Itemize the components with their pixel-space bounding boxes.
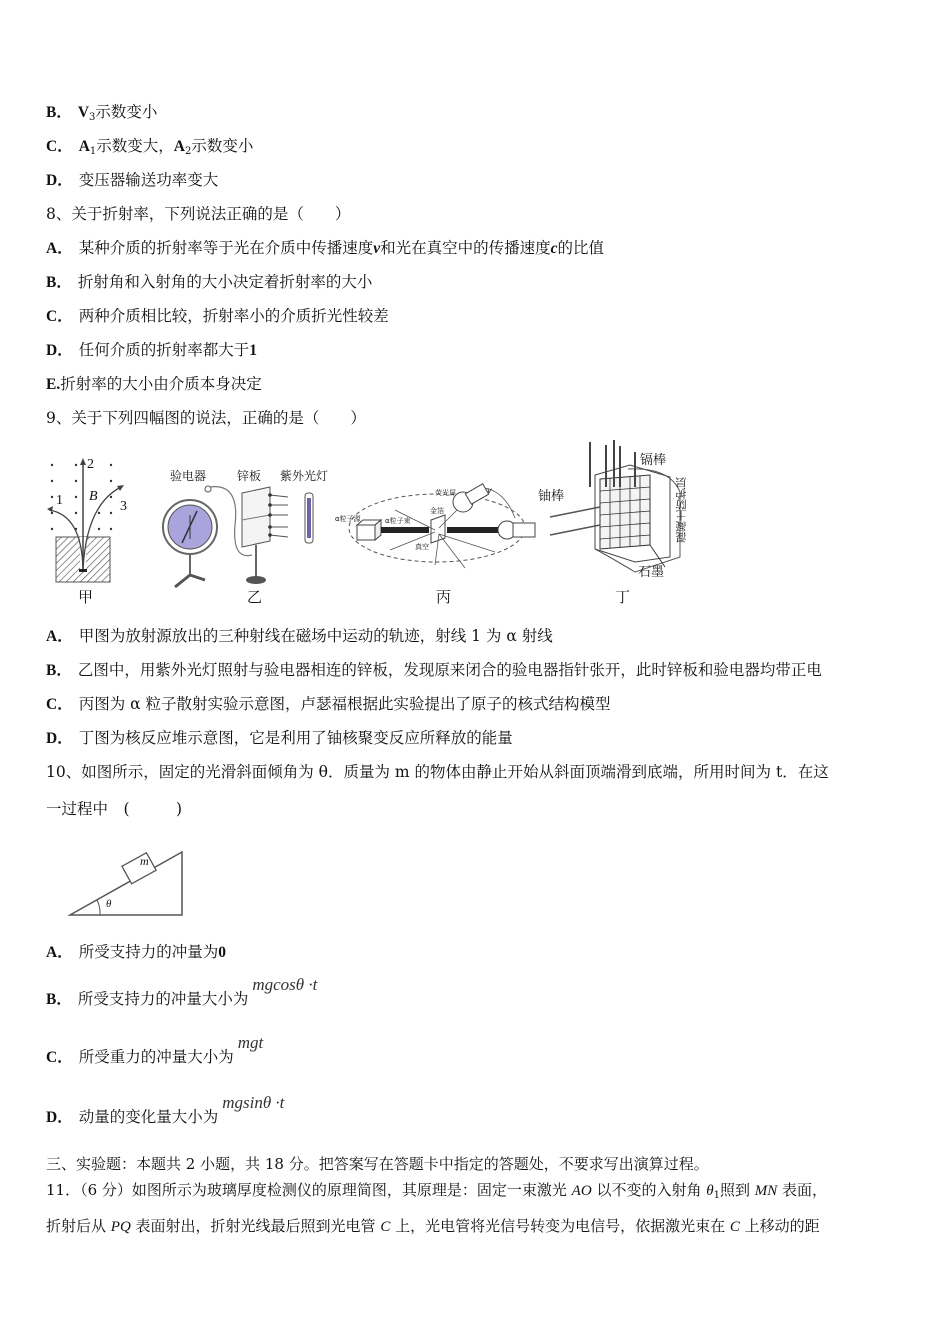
alpha-scattering-diagram bbox=[335, 470, 540, 580]
option-letter: D． bbox=[46, 172, 73, 189]
q8-option-c: C． 两种介质相比较，折射率小的介质折光性较差 bbox=[46, 307, 389, 325]
q7-option-c: C． $A_1$示数变大，$A_2$示数变小 bbox=[46, 137, 254, 157]
q9-option-a: A． 甲图为放射源放出的三种射线在磁场中运动的轨迹，射线 1 为 α 射线 bbox=[46, 627, 553, 645]
q9-option-d: D． 丁图为核反应堆示意图，它是利用了铀核聚变反应所释放的能量 bbox=[46, 729, 513, 747]
electroscope-diagram bbox=[160, 465, 335, 590]
q10-option-d: D． 动量的变化量大小为mgsinθ ·t bbox=[46, 1093, 285, 1126]
figure-caption-yi: 乙 bbox=[247, 588, 263, 606]
incline-figure: m θ bbox=[60, 840, 190, 920]
q9-option-c: C． 丙图为 α 粒子散射实验示意图，卢瑟福根据此实验提出了原子的核式结构模型 bbox=[46, 695, 611, 713]
q8-option-d: D． 任何介质的折射率都大于1 bbox=[46, 341, 257, 359]
q9-option-b: B． 乙图中，用紫外光灯照射与验电器相连的锌板，发现原来闭合的验电器指针张开，此时锌板和验电器均带正电 bbox=[46, 661, 822, 679]
option-letter: C． bbox=[46, 138, 73, 155]
nuclear-reactor-diagram bbox=[540, 437, 690, 587]
q10-option-b: B． 所受支持力的冲量大小为mgcosθ ·t bbox=[46, 975, 318, 1008]
incline-diagram bbox=[60, 840, 190, 920]
radiation-tracks-diagram bbox=[44, 455, 139, 605]
q10-stem-line1: 10、如图所示，固定的光滑斜面倾角为 θ．质量为 m 的物体由静止开始从斜面顶端滑到底端，所用时间为 t．在这 bbox=[46, 763, 829, 781]
q8-stem: 8、关于折射率，下列说法正确的是（ ） bbox=[46, 205, 351, 223]
q8-option-e: E.折射率的大小由介质本身决定 bbox=[46, 375, 262, 393]
q8-option-a: A． 某种介质的折射率等于光在介质中传播速度v和光在真空中的传播速度c的比值 bbox=[46, 239, 605, 257]
q9-stem: 9、关于下列四幅图的说法，正确的是（ ） bbox=[46, 409, 366, 427]
q10-stem-line2: 一过程中 ( ) bbox=[46, 800, 183, 818]
q11-line2: 折射后从 PQ 表面射出，折射光线最后照到光电管 C 上，光电管将光信号转变为电信号，依据激光束在 C 上移动的距 bbox=[46, 1217, 820, 1235]
figure-yi: 验电器 锌板 紫外光灯 bbox=[160, 465, 335, 590]
section-heading-experiment: 三、实验题：本题共 2 小题，共 18 分。把答案写在答题卡中指定的答题处，不要求写出演算过程。 bbox=[46, 1155, 709, 1173]
figure-jia: 1 2 3 B bbox=[44, 455, 139, 605]
q11-line1: 11．（6 分）如图所示为玻璃厚度检测仪的原理简图，其原理是：固定一束激光 AO 以不变的入射角 $\theta_1$照到 MN 表面， bbox=[46, 1181, 828, 1201]
option-letter: B． bbox=[46, 104, 72, 121]
figure-ding: 镉棒 铀棒 石墨 混凝土防护层 bbox=[540, 437, 690, 587]
figure-bing: α粒子源 α粒子束 金箔 荧光屏 真空 v bbox=[335, 470, 540, 580]
q7-option-b: B． $V_3$示数变小 bbox=[46, 103, 158, 123]
figure-caption-bing: 丙 bbox=[436, 588, 452, 606]
q10-option-a: A． 所受支持力的冲量为0 bbox=[46, 943, 226, 961]
figure-caption-ding: 丁 bbox=[615, 588, 631, 606]
figure-caption-jia: 甲 bbox=[78, 588, 94, 606]
q7-option-d: D． 变压器输送功率变大 bbox=[46, 171, 219, 189]
q8-option-b: B． 折射角和入射角的大小决定着折射率的大小 bbox=[46, 273, 373, 291]
q10-option-c: C． 所受重力的冲量大小为mgt bbox=[46, 1033, 264, 1066]
